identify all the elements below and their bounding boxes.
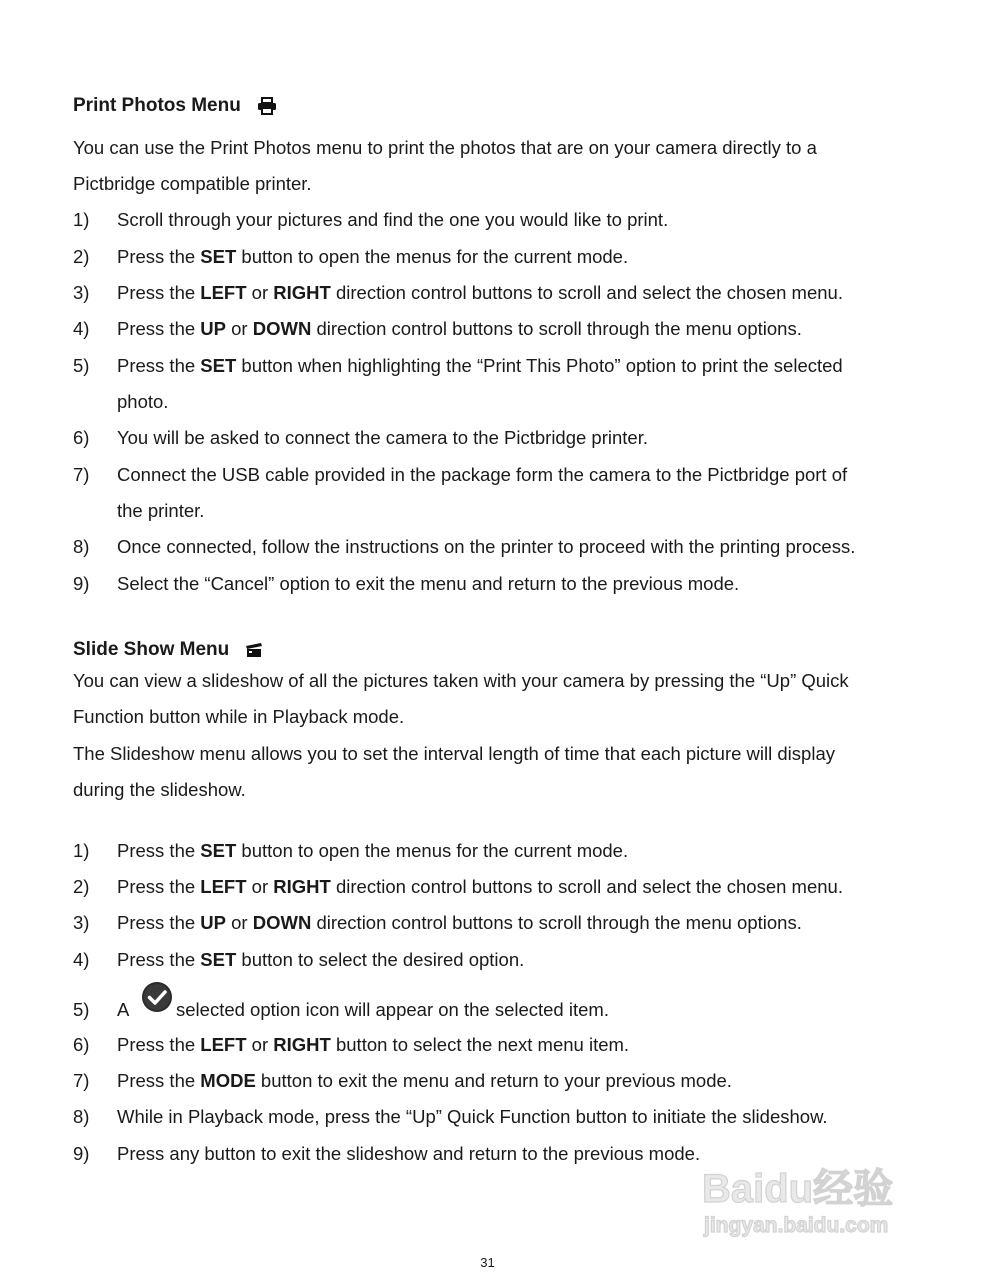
baidu-watermark bbox=[700, 1160, 940, 1240]
slideshow-intro1-line2: Function button while in Playback mode. bbox=[73, 706, 405, 727]
watermark-brand: Baidu经验 bbox=[702, 1167, 894, 1211]
slideshow-heading bbox=[73, 639, 263, 661]
slideshow-title: Slide Show Menu bbox=[73, 639, 230, 660]
checkmark-circle-icon bbox=[141, 981, 173, 1018]
print-photos-title: Print Photos Menu bbox=[73, 95, 241, 116]
clapperboard-icon bbox=[245, 642, 263, 658]
print-intro-line1: You can use the Print Photos menu to print the photos that are on your camera directly to a bbox=[73, 137, 817, 158]
print-photos-heading bbox=[73, 95, 277, 117]
watermark-url: jingyan.baidu.com bbox=[704, 1214, 889, 1237]
slideshow-intro2-line1: The Slideshow menu allows you to set the interval length of time that each picture will display bbox=[73, 743, 835, 764]
slideshow-intro2-line2: during the slideshow. bbox=[73, 779, 246, 800]
slideshow-intro1-line1: You can view a slideshow of all the pictures taken with your camera by pressing the “Up” Quick bbox=[73, 670, 849, 691]
printer-icon bbox=[257, 97, 277, 115]
print-intro-line2: Pictbridge compatible printer. bbox=[73, 173, 312, 194]
page-number: 31 bbox=[480, 1255, 495, 1270]
